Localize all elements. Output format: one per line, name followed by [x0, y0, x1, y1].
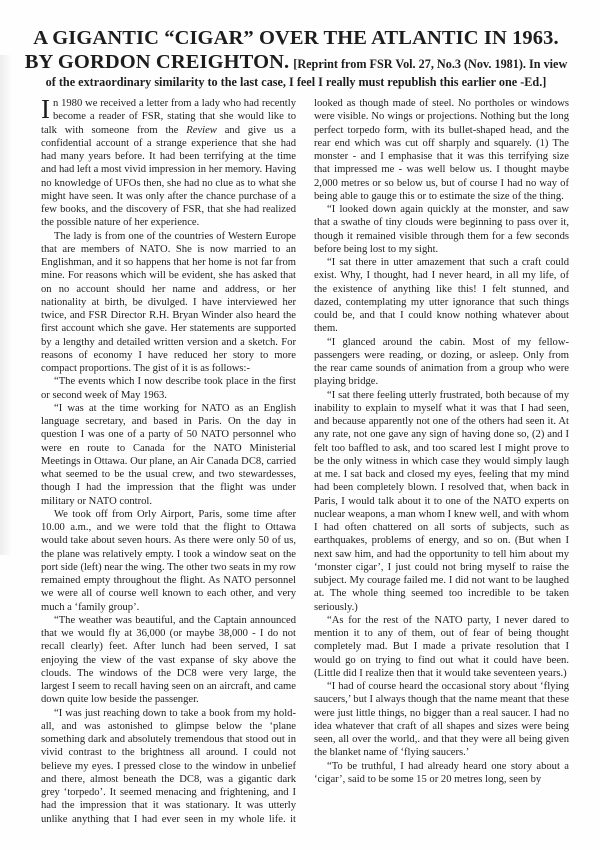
article-paragraph: “The events which I now describe took place in the first or second week of May 1963. [41, 376, 296, 401]
article-paragraph: “I was just reaching down to take a book from my hold-all, and was astonished to glimpse below the ‘plane something dark and absolutely tremendous that stood out in vivid contrast to the brightness all around. I could not believe my eyes. I pressed close to the window in unbelief and there, almost beneath the DC8, was a gigantic dark grey ‘torpedo’. It seemed menacing and frightening, and I had the impression that it was stationary. It was utterly unlike anything that I had ever seen in my whole life. it looked as though made of steel. No portholes or windows were visible. No wings or projections. Nothing but the long perfect torpedo form, with its bullet-shaped head, and the rear end which was cut off sharply and squarely. (1) The monster - and I emphasise that it was this terrifying size that impressed me - was well below us. I thought maybe 2,000 metres or so below us, but of course I had no way of being able to gauge this or to estimate the size of the thing. [41, 98, 569, 825]
paragraph-text: and give us a confidential account of a strange experience that she had had many years before. It had been terrifying at the time and had left a most vivid impression in her memory. Having no knowledge of UFOs then, she had no clue as to what she might have seen. It was only after the chance purchase of a few books, and the discovery of FSR, that she had realized the possible nature of her experience. [41, 124, 296, 229]
editor-note-line2: of the extraordinary similarity to the last case, I feel I really must republish this earlier one -Ed.] [45, 75, 547, 89]
drop-cap: I [41, 97, 50, 124]
article-paragraph: “I sat there in utter amazement that such a craft could exist. Why, I thought, had I never heard, in all my life, of the existence of anything like this! I felt stunned, and dazed, contemplating my utter ignorance that such things could be, and that I could know nothing whatever about them. [314, 257, 569, 335]
article-paragraph: “I had of course heard the occasional story about ‘flying saucers,’ but I always though that the name meant that these were just little things, no bigger than a real saucer. I had no idea whatever that craft of all shapes and sizes were being seen, all over the world,. and that they were all being given the blanket name of ‘flying saucers.’ [314, 681, 569, 759]
article-header [18, 26, 574, 89]
paragraph-text: n 1980 we received a letter from a lady who had recently become a reader of FSR, stating that she would like to talk with someone from the [41, 98, 296, 136]
scan-edge-artifact [0, 55, 12, 555]
article-body-two-columns [41, 97, 569, 828]
paragraph-text-italic: Review [186, 124, 217, 136]
article-byline: BY GORDON CREIGHTON. [24, 51, 290, 73]
article-paragraph [41, 97, 296, 230]
article-paragraph: We took off from Orly Airport, Paris, some time after 10.00 a.m., and we were told that the flight to Ottawa would take about seven hours. As there were only 50 of us, the plane was relatively empty. I took a window seat on the port side (left) near the wing. The other two seats in my row remained empty throughout the flight. As NATO personnel we were all of course well known to each other, and very much a ‘family group’. [41, 508, 296, 613]
article-paragraph: “As for the rest of the NATO party, I never dared to mention it to any of them, out of fear of being thought completely mad. But I made a private resolution that I would go on trying to find out what it could have been. (Little did I realize then that it would take seventeen years.) [314, 614, 569, 679]
article-paragraph: “I looked down again quickly at the monster, and saw that a swathe of tiny clouds were beginning to pass over it, though it remained visible through them for a few seconds before being lost to my sight. [314, 204, 569, 255]
article-paragraph: The lady is from one of the countries of Western Europe that are members of NATO. She is now married to an Englishman, and it so happens that her home is not far from mine. For reasons which will be evident, she has asked that on no account should her name and address, or her nationality at birth, be divulged. I have interviewed her twice, and FSR Director R.H. Bryan Winder also heard the first account which she gave. Her statements are supported by a lengthy and detailed written version and a sketch. For reasons of economy I have reduced her story to more compact proportions. The gist of it is as follows:- [41, 230, 296, 374]
article-paragraph: “To be truthful, I had already heard one story about a ‘cigar’, said to be some 15 or 20 metres long, seen by [314, 760, 569, 785]
article-paragraph: “The weather was beautiful, and the Captain announced that we would fly at 36,000 (or maybe 38,000 - I do not recall clearly) feet. After lunch had been served, I sat enjoying the view of the vast expanse of sky above the clouds. The windows of the DC8 were very large, the largest I seem to recall having seen on an aircraft, and came down quite low beside the passenger. [41, 614, 296, 706]
editor-note-line1: [Reprint from FSR Vol. 27, No.3 (Nov. 1981). In view [293, 57, 568, 71]
article-paragraph: “I was at the time working for NATO as an English language secretary, and based in Paris. On the day in question I was one of a party of 50 NATO personnel who were en route to Canada for the NATO Ministerial Meetings in Ottawa. Our plane, an Air Canada DC8, carried what seemed to be the usual crew, and two stewardesses, though I had the impression that the flight was under military or NATO control. [41, 402, 296, 507]
article-byline-row [18, 51, 574, 75]
article-paragraph: “I sat there feeling utterly frustrated, both because of my inability to explain to myself what it was that I had seen, and because apparently not one of the others had seen it. At any rate, not one gave any sign of having done so, (2) and I felt too baffled to ask, and too scared lest I might prove to be the only witness in which case they would simply laugh at me. I sat back and closed my eyes, feeling that my mind had been completely blown. I resolved that, when back in Paris, I would talk about it to one of the NATO experts on nuclear weapons, a man whom I knew well, and with whom I had often chattered on all sorts of subjects, such as earthquakes, problems of energy, and so on. (But when I next saw him, and had the opportunity to tell him about my ‘monster cigar’, I just could not bring myself to raise the subject. My courage failed me. I did not want to be laughed at. The whole thing seemed too incredible to be taken seriously.) [314, 389, 569, 613]
article-paragraph: “I glanced around the cabin. Most of my fellow-passengers were reading, or dozing, or asleep. Only from the rear came sounds of animation from a group who were playing bridge. [314, 336, 569, 388]
article-title: A GIGANTIC “CIGAR” OVER THE ATLANTIC IN 1963. [33, 27, 559, 49]
